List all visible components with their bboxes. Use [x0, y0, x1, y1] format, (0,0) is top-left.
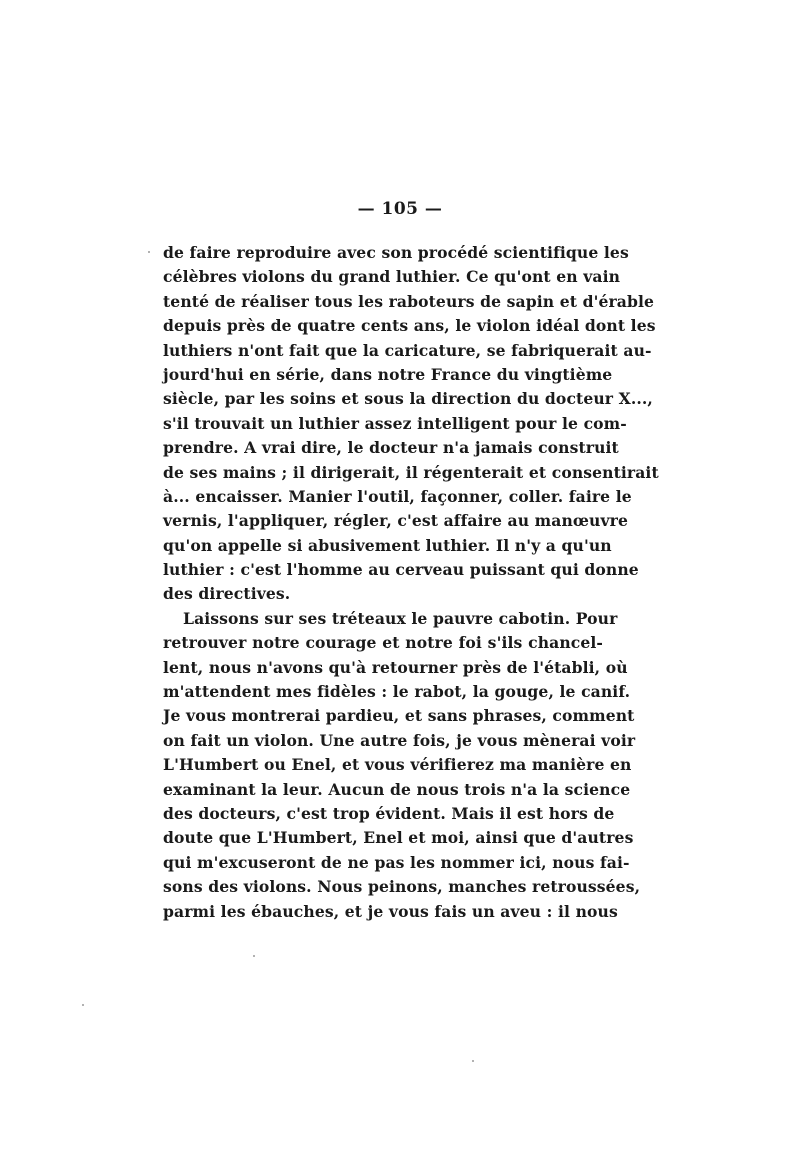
- text-line: des docteurs, c'est trop évident. Mais il est hors de: [163, 803, 615, 823]
- text-line: siècle, par les soins et sous la direction du docteur X...,: [163, 389, 653, 409]
- text-line: L'Humbert ou Enel, et vous vérifierez ma manière en: [163, 755, 632, 775]
- text-line: vernis, l'appliquer, régler, c'est affaire au manœuvre: [163, 511, 628, 531]
- text-line: jourd'hui en série, dans notre France du vingtième: [163, 364, 613, 384]
- text-line: célèbres violons du grand luthier. Ce qu'ont en vain: [163, 267, 621, 287]
- text-line: des directives.: [163, 584, 291, 604]
- text-line: on fait un violon. Une autre fois, je vous mènerai voir: [163, 730, 636, 750]
- text-line: qui m'excuseront de ne pas les nommer ici, nous fai-: [163, 852, 630, 872]
- text-line: de faire reproduire avec son procédé scientifique les: [163, 243, 629, 262]
- page-number: — 105 —: [357, 199, 443, 219]
- text-line: depuis près de quatre cents ans, le violon idéal dont les: [163, 316, 656, 336]
- scan-speck: [148, 251, 150, 253]
- text-line: s'il trouvait un luthier assez intelligent pour le com-: [163, 413, 627, 433]
- text-line: parmi les ébauches, et je vous fais un aveu : il nous: [163, 901, 618, 921]
- text-line: Laissons sur ses tréteaux le pauvre cabotin. Pour: [183, 608, 618, 628]
- body-text: [163, 241, 659, 924]
- text-line: sons des violons. Nous peinons, manches retroussées,: [163, 877, 641, 897]
- text-line: luthier : c'est l'homme au cerveau puissant qui donne: [163, 560, 639, 580]
- text-line: qu'on appelle si abusivement luthier. Il n'y a qu'un: [163, 535, 612, 555]
- text-line: m'attendent mes fidèles : le rabot, la gouge, le canif.: [163, 682, 631, 702]
- text-line: luthiers n'ont fait que la caricature, se fabriquerait au-: [163, 340, 652, 360]
- paragraph-2: [163, 607, 641, 924]
- paragraph-1: [163, 241, 659, 607]
- text-line: Je vous montrerai pardieu, et sans phrases, comment: [163, 706, 635, 726]
- scan-speck: [472, 1060, 474, 1062]
- scan-speck: [82, 1004, 84, 1006]
- scan-speck: [253, 955, 255, 957]
- text-line: prendre. A vrai dire, le docteur n'a jamais construit: [163, 438, 619, 458]
- text-line: de ses mains ; il dirigerait, il régenterait et consentirait: [163, 462, 659, 482]
- text-line: lent, nous n'avons qu'à retourner près de l'établi, où: [163, 657, 628, 677]
- text-line: examinant la leur. Aucun de nous trois n'a la science: [163, 779, 631, 799]
- text-line: à... encaisser. Manier l'outil, façonner, coller. faire le: [163, 486, 632, 506]
- text-line: retrouver notre courage et notre foi s'ils chancel-: [163, 633, 603, 653]
- text-line: tenté de réaliser tous les raboteurs de sapin et d'érable: [163, 291, 655, 311]
- text-line: doute que L'Humbert, Enel et moi, ainsi que d'autres: [163, 828, 634, 848]
